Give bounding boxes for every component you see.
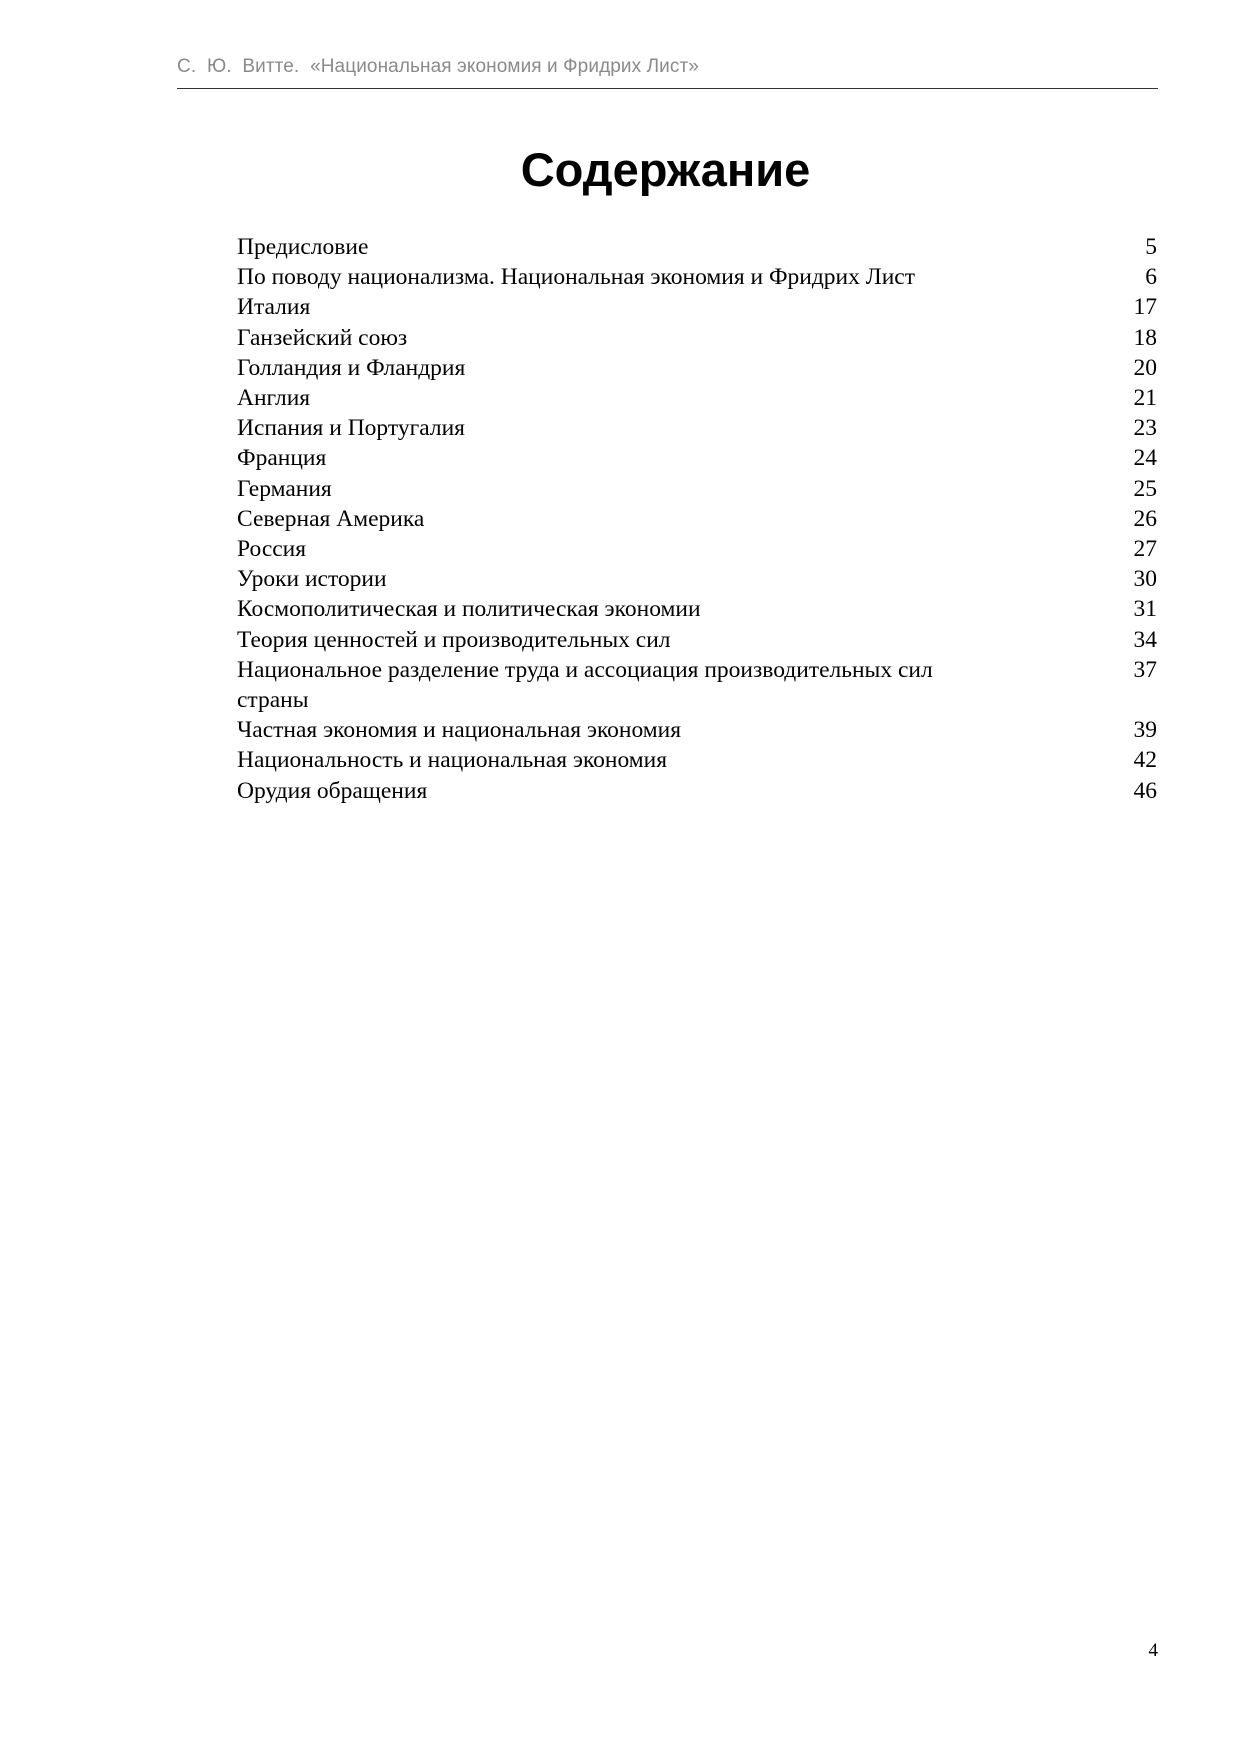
toc-entry[interactable] xyxy=(237,262,1157,292)
toc-entry[interactable] xyxy=(237,655,1157,715)
toc-entry-page: 37 xyxy=(1133,656,1157,683)
toc-entry-page: 5 xyxy=(1145,234,1157,260)
toc-entry[interactable] xyxy=(237,504,1157,534)
toc-entry-page: 31 xyxy=(1133,596,1157,623)
toc-entry-title: Национальность и национальная экономия xyxy=(237,747,668,774)
toc-entry-page: 21 xyxy=(1133,385,1157,412)
toc-entry[interactable] xyxy=(237,323,1157,353)
toc-entry-page: 34 xyxy=(1133,626,1157,653)
toc-entry-title: По поводу национализма. Национальная экономия и Фридрих Лист xyxy=(237,264,915,291)
toc-entry-page: 6 xyxy=(1145,264,1157,291)
toc-entry[interactable] xyxy=(237,474,1157,504)
toc-entry[interactable] xyxy=(237,776,1157,806)
toc-entry[interactable] xyxy=(237,232,1157,262)
toc-entry[interactable] xyxy=(237,413,1157,443)
toc-entry[interactable] xyxy=(237,383,1157,413)
toc-entry-title: Ганзейский союз xyxy=(237,324,408,351)
toc-entry-title: Частная экономия и национальная экономия xyxy=(237,717,682,744)
toc-entry-title: Теория ценностей и производительных сил xyxy=(237,626,671,653)
toc-entry-title: Предисловие xyxy=(237,234,369,260)
toc-entry-title: Национальное разделение труда и ассоциация производительных сил страны xyxy=(237,656,933,714)
toc-entry-title: Испания и Португалия xyxy=(237,415,465,442)
table-of-contents xyxy=(237,232,1157,806)
toc-entry-page: 25 xyxy=(1133,475,1157,502)
toc-entry[interactable] xyxy=(237,594,1157,624)
toc-entry-page: 26 xyxy=(1133,505,1157,532)
toc-entry-page: 46 xyxy=(1133,777,1157,804)
header-divider xyxy=(177,88,1158,89)
toc-entry-page: 39 xyxy=(1133,717,1157,744)
toc-entry[interactable] xyxy=(237,443,1157,473)
toc-entry[interactable] xyxy=(237,292,1157,322)
toc-entry-page: 23 xyxy=(1133,415,1157,442)
toc-entry-title: Англия xyxy=(237,385,311,412)
page-title: Содержание xyxy=(520,143,811,196)
toc-entry-page: 27 xyxy=(1133,536,1157,563)
toc-entry-page: 42 xyxy=(1133,747,1157,774)
toc-entry-title: Франция xyxy=(237,445,327,472)
toc-entry-title: Орудия обращения xyxy=(237,777,428,804)
toc-entry[interactable] xyxy=(237,534,1157,564)
toc-entry-title: Италия xyxy=(237,294,311,321)
toc-entry-title: Уроки истории xyxy=(237,566,387,593)
toc-entry-title: Германия xyxy=(237,475,332,502)
toc-entry-title: Северная Америка xyxy=(237,505,425,532)
toc-entry[interactable] xyxy=(237,715,1157,745)
toc-entry-page: 24 xyxy=(1133,445,1157,472)
toc-entry-title: Космополитическая и политическая экономии xyxy=(237,596,701,623)
toc-entry[interactable] xyxy=(237,564,1157,594)
toc-entry[interactable] xyxy=(237,625,1157,655)
toc-entry[interactable] xyxy=(237,353,1157,383)
toc-entry-page: 17 xyxy=(1133,294,1157,321)
running-header: С. Ю. Витте. «Национальная экономия и Фридрих Лист» xyxy=(177,56,699,77)
toc-entry[interactable] xyxy=(237,745,1157,775)
toc-entry-title: Голландия и Фландрия xyxy=(237,354,466,381)
toc-entry-page: 20 xyxy=(1133,354,1157,381)
page-number: 4 xyxy=(1148,1640,1158,1661)
toc-entry-title: Россия xyxy=(237,536,307,563)
toc-entry-page: 30 xyxy=(1133,566,1157,593)
toc-entry-page: 18 xyxy=(1133,324,1157,351)
